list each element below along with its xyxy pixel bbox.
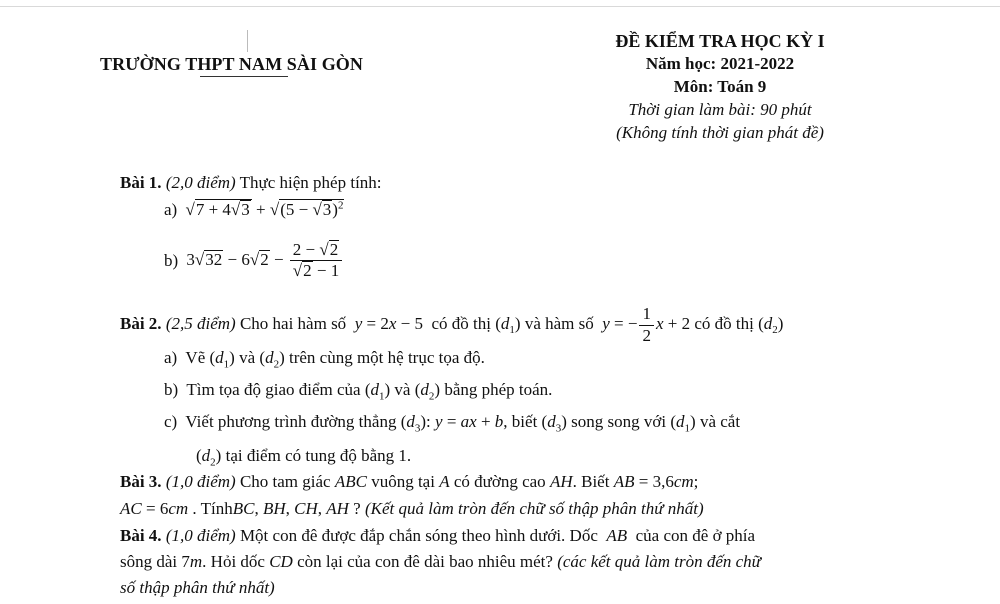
bai1-a-formula: $√7 + 4√3 + √(5 - √3)^2$ [185,199,344,219]
bai4-t1: Một con đê được đắp chắn sóng theo hình dưới. Dốc [239,526,598,545]
bai3-t6: ? [353,499,361,518]
bai4-t2: của con đê ở phía [635,526,756,545]
top-border [0,6,1000,7]
bai4-label: Bài 4. [120,526,162,545]
bai4-t5: còn lại của con đê dài bao nhiêu mét? [297,552,553,571]
bai2-a-post: trên cùng một hệ trục tọa độ. [288,348,485,367]
duration: Thời gian làm bài: 90 phút [628,100,812,119]
bai4-t4: . Hỏi dốc [202,552,265,571]
bai3-t4: . Biết [572,472,610,491]
bai2-c-mid3: và cắt [699,412,741,431]
bai1-part-a [164,199,344,220]
bai2-a-pre: Vẽ [185,348,206,367]
bai2-b-mid: và [394,380,411,399]
bai2-c-mid2: song song với [571,412,667,431]
bai4-line1: Bài 4. (1,0 điểm) Một con đê được đắp chắn sóng theo hình dưới. Dốc AB của con đê ở phía [120,526,756,545]
bai4-t3: sông dài [120,552,178,571]
bai2-part-c-line2: $(d_2)$ tại điểm có tung độ bằng 1. [196,446,412,469]
school-year: Năm học: 2021-2022 [645,54,795,73]
bai3-t2: vuông tại [371,472,435,491]
bai2-b-label: b) [164,380,179,399]
bai2-c-line2-text: tại điểm có tung độ bằng 1. [225,446,412,465]
bai2-b-post: bằng phép toán. [444,380,553,399]
bai2-heading: Bài 2. (2,5 điểm) Cho hai hàm số y = 2x − 5 có đồ thị $(d_1)$ và hàm số y = − $\frac{1}{2}$ x + 2 có đồ thị $(d_2)$ [120,304,784,345]
bai3-points: (1,0 điểm) [165,472,236,491]
bai1-label: Bài 1. [120,173,162,192]
bai2-b-pre: Tìm tọa độ giao điểm của [186,380,361,399]
bai2-c-pre: Viết phương trình đường thẳng [185,412,397,431]
bai2-intro1: Cho hai hàm số [239,313,347,333]
bai4-line2: sông dài 7m. Hỏi dốc CD còn lại của con đê dài bao nhiêu mét? (các kết quả làm tròn đến chữ [120,552,761,571]
bai1-b-label: b) [164,250,179,270]
bai1-text: Thực hiện phép tính: [239,173,382,192]
bai2-a-label: a) [164,348,178,367]
bai1-heading [120,173,382,193]
bai4-note2: số thập phân thứ nhất) [120,578,275,597]
school-underline [200,76,288,77]
bai4-points: (1,0 điểm) [165,526,236,545]
bai2-a-mid: và [239,348,256,367]
bai2-intro4: có đồ thị [694,313,754,333]
bai2-intro2: có đồ thị [431,313,491,333]
bai2-label: Bài 2. [120,313,162,333]
bai3-label: Bài 3. [120,472,162,491]
bai2-part-a: a) Vẽ $(d_1)$ và $(d_2)$ trên cùng một hệ trục tọa độ. [164,348,485,371]
bai3-note: (Kết quả làm tròn đến chữ số thập phân thứ nhất) [364,499,704,518]
time-note: (Không tính thời gian phát đề) [616,123,824,142]
bai1-part-b [164,240,344,282]
bai2-c-mid1: , biết [503,412,538,431]
bai1-b-formula: 3√32 − 6√2 − $\frac{2 - √2}{√2 - 1}$ [186,250,344,269]
bai2-part-c: c) Viết phương trình đường thẳng $(d_3)$: y = ax + b, biết $(d_3)$ song song với $(d_1)$ và cắt [164,412,741,435]
bai3-line1: Bài 3. (1,0 điểm) Cho tam giác ABC vuông tại A có đường cao AH. Biết AB = 3,6cm; [120,472,699,491]
bai4-note1: (các kết quả làm tròn đến chữ [557,552,761,571]
bai1-a-label: a) [164,200,178,219]
bai3-line2: AC = 6cm . TínhBC, BH, CH, AH ? (Kết quả làm tròn đến chữ số thập phân thứ nhất) [120,499,704,518]
header-divider [247,30,248,52]
school-name: TRƯỜNG THPT NAM SÀI GÒN [100,54,363,74]
bai4-line3 [120,578,275,598]
bai3-t1: Cho tam giác [239,472,331,491]
bai2-c-label: c) [164,412,178,431]
bai3-t3: có đường cao [453,472,546,491]
bai2-points: (2,5 điểm) [165,313,236,333]
exam-title: ĐỀ KIỂM TRA HỌC KỲ I [615,31,825,51]
bai3-t5: Tính [200,499,233,518]
bai2-intro3: và hàm số [524,313,594,333]
subject: Môn: Toán 9 [673,77,767,96]
bai1-points: (2,0 điểm) [165,173,236,192]
bai2-part-b: b) Tìm tọa độ giao điểm của $(d_1)$ và $(d_2)$ bằng phép toán. [164,380,553,403]
